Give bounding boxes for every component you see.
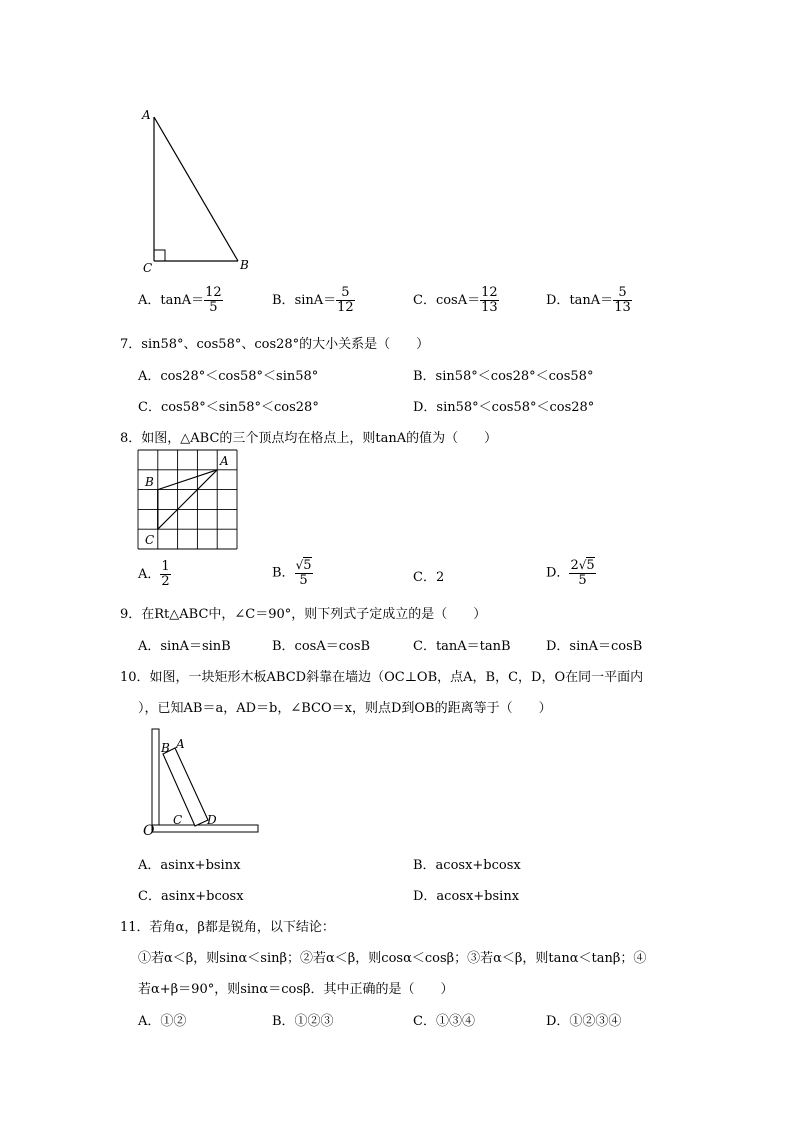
q9-stem: 9．在Rt△ABC中，∠C＝90°，则下列式子定成立的是（ ） [120, 607, 487, 622]
label-A: A [176, 737, 185, 751]
q11-option-d[interactable]: D．①②③④ [546, 1014, 622, 1029]
floor [152, 825, 258, 832]
q7-stem: 7．sin58°、cos58°、cos28°的大小关系是（ ） [120, 337, 430, 352]
label-A: A [220, 454, 229, 468]
q7-option-b[interactable]: B．sin58°＜cos28°＜cos58° [413, 369, 594, 384]
q10-stem-line2: ），已知AB＝a，AD＝b，∠BCO＝x，则点D到OB的距离等于（ ） [138, 701, 552, 716]
q8-stem: 8．如图，△ABC的三个顶点均在格点上，则tanA的值为（ ） [120, 431, 498, 446]
q11-option-a[interactable]: A．①② [138, 1014, 187, 1029]
q6-option-c[interactable]: C．cosA＝ $\frac{12}{13}$ [413, 285, 498, 315]
q10-option-c[interactable]: C．asinx+bcosx [138, 889, 244, 904]
label-A: A [142, 108, 151, 122]
fraction: $\frac{12}{5}$ [205, 285, 222, 315]
q8-grid-figure [136, 448, 240, 552]
label-O: O [143, 823, 155, 839]
q11-option-c[interactable]: C．①③④ [413, 1014, 475, 1029]
wall [152, 729, 159, 825]
label-B: B [240, 258, 249, 272]
q7-option-c[interactable]: C．cos58°＜sin58°＜cos28° [138, 400, 319, 415]
q10-board-figure [140, 724, 265, 839]
q6-option-d[interactable]: D．tanA＝ $\frac{5}{13}$ [546, 285, 631, 315]
fraction: $\frac{12}{13}$ [481, 285, 498, 315]
fraction: $\frac{√5}{5}$ [295, 558, 312, 588]
q9-option-d[interactable]: D．sinA＝cosB [546, 639, 643, 654]
fraction: $\frac{2√5}{5}$ [570, 558, 595, 588]
fraction: $\frac{1}{2}$ [161, 559, 170, 589]
label-D: D [207, 813, 217, 827]
label-C: C [145, 533, 155, 547]
rectangle-board [163, 748, 208, 826]
label-C: C [173, 813, 183, 827]
label-B: B [161, 741, 170, 755]
q6-triangle-figure [130, 100, 270, 280]
fraction: $\frac{5}{12}$ [337, 285, 354, 315]
q10-option-a[interactable]: A．asinx+bsinx [138, 858, 241, 873]
q8-option-a[interactable]: A． $\frac{1}{2}$ [138, 559, 170, 589]
q10-option-d[interactable]: D．acosx+bsinx [413, 889, 520, 904]
q9-option-a[interactable]: A．sinA＝sinB [138, 639, 231, 654]
q10-option-b[interactable]: B．acosx+bcosx [413, 858, 521, 873]
q9-option-c[interactable]: C．tanA＝tanB [413, 639, 511, 654]
q10-stem-line1: 10．如图，一块矩形木板ABCD斜靠在墙边（OC⊥OB，点A，B，C，D，O在同一平面内 [120, 670, 644, 685]
fraction: $\frac{5}{13}$ [614, 285, 631, 315]
side-AB [154, 117, 238, 261]
q8-option-b[interactable]: B． $\frac{√5}{5}$ [272, 558, 312, 588]
q11-option-b[interactable]: B．①②③ [272, 1014, 334, 1029]
q7-option-a[interactable]: A．cos28°＜cos58°＜sin58° [138, 369, 319, 384]
q9-option-b[interactable]: B．cosA＝cosB [272, 639, 371, 654]
side-AC [158, 470, 217, 529]
q8-option-d[interactable]: D． $\frac{2√5}{5}$ [546, 558, 595, 588]
q11-statements-line1: ①若α＜β，则sinα＜sinβ；②若α＜β，则cosα＜cosβ；③若α＜β，则tanα＜tanβ；④ [138, 951, 647, 966]
side-AB [158, 470, 217, 490]
q11-stem: 11．若角α，β都是锐角，以下结论： [120, 920, 335, 935]
q11-statements-line2: 若α+β＝90°，则sinα＝cosβ．其中正确的是（ ） [138, 982, 454, 997]
q8-option-c[interactable]: C．2 [413, 570, 445, 585]
q6-option-a[interactable]: A．tanA＝ $\frac{12}{5}$ [138, 285, 222, 315]
right-angle-mark [154, 250, 165, 261]
q6-option-b[interactable]: B．sinA＝ $\frac{5}{12}$ [272, 285, 354, 315]
label-C: C [143, 261, 153, 275]
label-B: B [145, 475, 154, 489]
q7-option-d[interactable]: D．sin58°＜cos58°＜cos28° [413, 400, 595, 415]
